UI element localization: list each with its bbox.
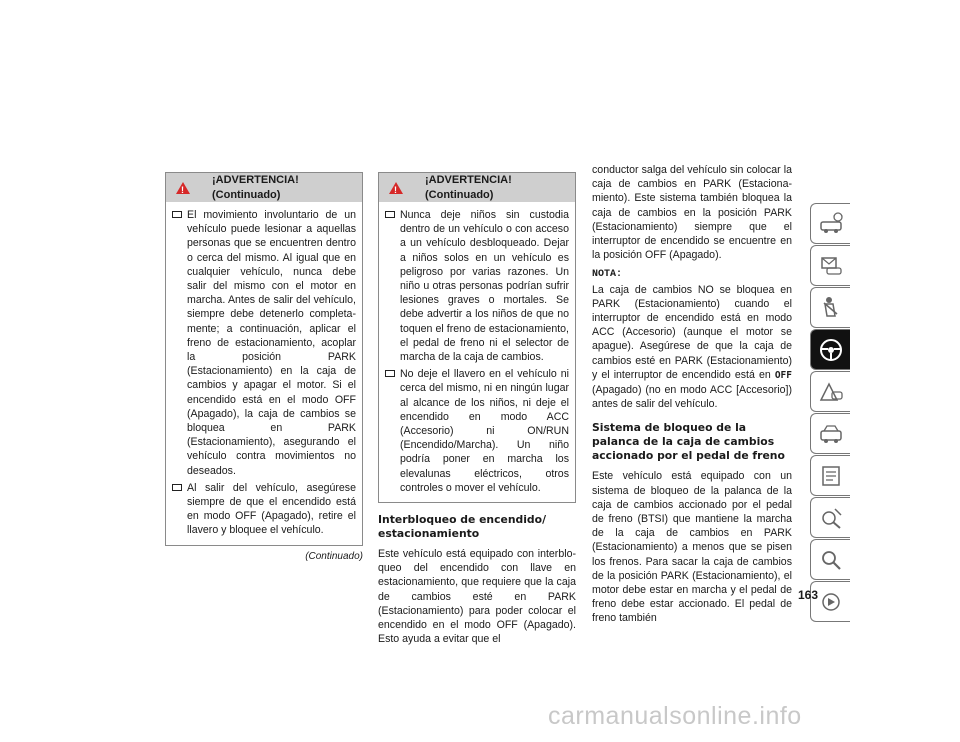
warning-box (378, 172, 576, 503)
service-list-icon (817, 462, 845, 490)
tab-driving-warning[interactable] (810, 371, 850, 412)
seat-safety-icon (817, 294, 845, 322)
bullet-square-icon (385, 211, 395, 218)
warning-title: ¡ADVERTENCIA! (Continuado) (212, 174, 299, 201)
messages-icon (817, 252, 845, 280)
section-heading: Interbloqueo de encendido/ estacionamiento (378, 513, 547, 541)
tab-car-info[interactable] (810, 203, 850, 244)
list-item: Al salir del vehículo, asegúrese siempre de que el encendido está en modo OFF (Apagado), retire el llavero y bloquee el vehículo. (172, 481, 356, 538)
search-index-icon (817, 546, 845, 574)
note-label: NOTA: (592, 269, 623, 281)
warning-triangle-icon (389, 182, 403, 194)
tab-messages[interactable] (810, 245, 850, 286)
tab-seat-safety[interactable] (810, 287, 850, 328)
steering-wheel-icon (817, 336, 845, 364)
driving-warning-icon (817, 378, 845, 406)
section-heading: Sistema de bloqueo de la palanca de la caja de cambios accionado por el pedal de freno (592, 421, 785, 463)
warning-triangle-icon (176, 182, 190, 194)
car-info-icon (817, 210, 845, 238)
bullet-square-icon (172, 484, 182, 491)
page-number: 163 (798, 588, 819, 602)
warning-box (165, 172, 363, 546)
note-paragraph: La caja de cambios NO se bloquea en PARK (Estacionamiento) cuando el interruptor de encendido está en modo ACC (Accesorio) (aunque el motor se apague). Asegúrese de que la caja de cambios esté en PARK (Estacionamiento) y el interruptor de encendido está en OFF (Apagado) (no en modo ACC [Accesorio]) antes de salir del vehículo. (592, 283, 792, 411)
tab-emergency[interactable] (810, 413, 850, 454)
column-3 (592, 163, 792, 632)
warning-header (166, 173, 362, 202)
chapter-tabs (810, 203, 850, 623)
tab-maintenance[interactable] (810, 497, 850, 538)
warning-title: ¡ADVERTENCIA! (Continuado) (425, 174, 512, 201)
continued-label: (Continuado) (305, 550, 363, 562)
watermark: carmanualsonline.info (548, 702, 802, 730)
bullet-square-icon (172, 211, 182, 218)
paragraph: Este vehículo está equipado con un sistema de bloqueo de la palanca de la caja de cambios accionado por el pedal de freno (BTSI) que mantiene la marcha de la caja de cambios en PARK (Estacionamiento) a menos que se pisen los frenos. Para sacar la caja de cambios de la posición PARK (Estacionamiento), el motor debe estar en marcha y el pedal de freno debe estar accionado. El pedal de freno también (592, 470, 792, 625)
column-2 (378, 172, 576, 652)
warning-header (379, 173, 575, 202)
multimedia-icon (817, 588, 845, 616)
column-1 (165, 172, 363, 564)
tab-search-index[interactable] (810, 539, 850, 580)
list-item: El movimiento involuntario de un vehículo puede lesionar a aquellas personas que se encuentren dentro o cerca del mismo. Al igual que en cualquier vehículo, nunca debe salir del mismo con el motor en marcha. Antes de salir del vehículo, siempre debe detenerlo completamente; a continuación, aplicar el freno de estacionamiento, acoplar la posición PARK (Estacionamiento) en la caja de cambios y apagar el motor. Si el encendido está en el modo OFF (Apagado), la caja de cambios se bloquea en PARK (Estacionamiento), asegurando el vehículo contra movimientos no deseados. (172, 208, 356, 478)
maintenance-icon (817, 504, 845, 532)
list-item: No deje el llavero en el vehículo ni cerca del mismo, ni en ningún lugar al alcance de los niños, ni deje el encendido en modo ACC (Accesorio) ni ON/RUN (Encendido/Marcha). Un niño podría poner en marcha los elevalunas eléctricos, otros controles o mover el vehículo. (385, 367, 569, 495)
tab-service-list[interactable] (810, 455, 850, 496)
paragraph: Este vehículo está equipado con interbloqueo del encendido con llave en estacionamiento, que requiere que la caja de cambios esté en PARK (Estacionamiento) para poder colocar el encendido en el modo OFF (Apagado). Esto ayuda a evitar que el (378, 548, 576, 646)
bullet-square-icon (385, 370, 395, 377)
tab-steering-wheel[interactable] (810, 329, 850, 370)
emergency-icon (817, 420, 845, 448)
off-label: OFF (774, 369, 792, 381)
paragraph: conductor salga del vehículo sin colocar la caja de cambios en PARK (Estacionamiento). Este sistema también bloquea la caja de cambios en la posición PARK (Estacionamiento) siempre que el interruptor de encendido se encuentre en la posición OFF (Apagado). (592, 164, 792, 262)
list-item: Nunca deje niños sin custodia dentro de un vehículo o con acceso a un vehículo desbloqueado. Dejar a niños solos en un vehículo es peligroso por varias razones. Un niño u otras personas podrían sufrir lesiones graves o mortales. Se debe advertir a los niños de que no toquen el freno de estacionamiento, el pedal de freno ni el selector de marcha de la caja de cambios. (385, 208, 569, 364)
